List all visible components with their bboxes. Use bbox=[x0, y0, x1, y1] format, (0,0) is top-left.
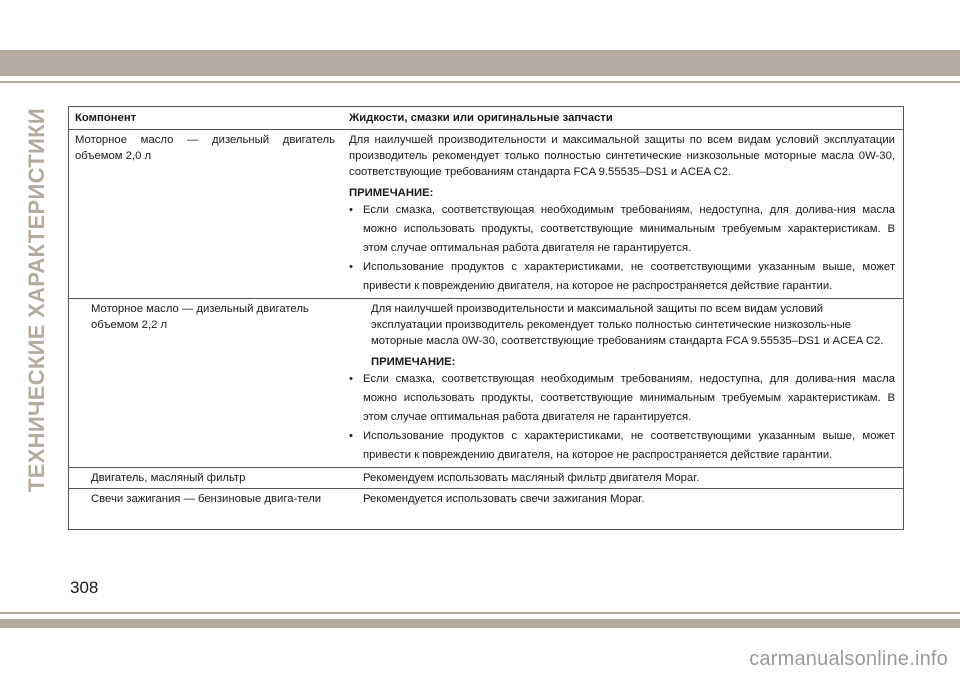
note-bullet: • Использование продуктов с характеристиками, не соответствующими указанным выше, может привести к повреждению двигателя, на которое не распространяется действие гарантии. bbox=[349, 258, 895, 296]
component-text: Свечи зажигания — бензиновые двига-тели bbox=[91, 493, 322, 505]
spec-cell: Рекомендуем использовать масляный фильтр двигателя Mopar. bbox=[363, 472, 700, 484]
component-cell: Двигатель, масляный фильтр bbox=[91, 472, 246, 484]
component-cell: Моторное масло — дизельный двигатель объемом 2,0 л bbox=[75, 134, 335, 162]
section-side-title: ТЕХНИЧЕСКИЕ ХАРАКТЕРИСТИКИ bbox=[24, 108, 49, 492]
table-row bbox=[69, 488, 903, 529]
spec-cell bbox=[341, 299, 903, 467]
note-title: ПРИМЕЧАНИЕ: bbox=[371, 356, 456, 368]
header-rule bbox=[0, 81, 960, 83]
spec-text: Для наилучшей производительности и максимальной защиты по всем видам условий эксплуатации производитель рекомендует только полностью синтетические низкозольные моторные масла 0W-30, соответствующие требованиям стандарта FCA 9.55535–DS1 и ACEA C2. bbox=[349, 134, 895, 178]
note-title: ПРИМЕЧАНИЕ: bbox=[349, 187, 434, 199]
column-header-fluids: Жидкости, смазки или оригинальные запчасти bbox=[349, 112, 613, 124]
note-bullet: • Если смазка, соответствующая необходимым требованиям, недоступна, для долива-ния масла можно использовать продукты, соответствующие минимальным требуемым характеристикам. В этом случае оптимальная работа двигателя не гарантируется. bbox=[349, 370, 895, 427]
footer-band bbox=[0, 619, 960, 628]
spec-cell bbox=[341, 130, 903, 298]
component-cell bbox=[69, 489, 341, 529]
component-cell: Моторное масло — дизельный двигатель объемом 2,2 л bbox=[91, 303, 309, 331]
column-header-component: Компонент bbox=[75, 112, 137, 124]
note-bullet: • Использование продуктов с характеристиками, не соответствующими указанным выше, может привести к повреждению двигателя, на которое не распространяется действие гарантии. bbox=[349, 427, 895, 465]
spec-text: Для наилучшей производительности и максимальной защиты по всем видам условий эксплуатации производитель рекомендует только полностью синтетические низкозоль-ные моторные масла 0W-30, соответствующие требованиям стандарта FCA 9.55535–DS1 и ACEA C2. bbox=[371, 303, 884, 347]
spec-table bbox=[68, 106, 904, 530]
spec-cell: Рекомендуется использовать свечи зажигания Mopar. bbox=[363, 493, 645, 505]
table-header-row bbox=[69, 107, 903, 129]
watermark: carmanualsonline.info bbox=[749, 648, 948, 670]
table-row bbox=[69, 467, 903, 488]
table-row bbox=[69, 129, 903, 298]
table-row bbox=[69, 298, 903, 467]
note-bullet: • Если смазка, соответствующая необходимым требованиям, недоступна, для долива-ния масла можно использовать продукты, соответствующие минимальным требуемым характеристикам. В этом случае оптимальная работа двигателя не гарантируется. bbox=[349, 201, 895, 258]
header-band bbox=[0, 50, 960, 76]
page-number: 308 bbox=[70, 578, 99, 597]
footer-rule bbox=[0, 612, 960, 614]
